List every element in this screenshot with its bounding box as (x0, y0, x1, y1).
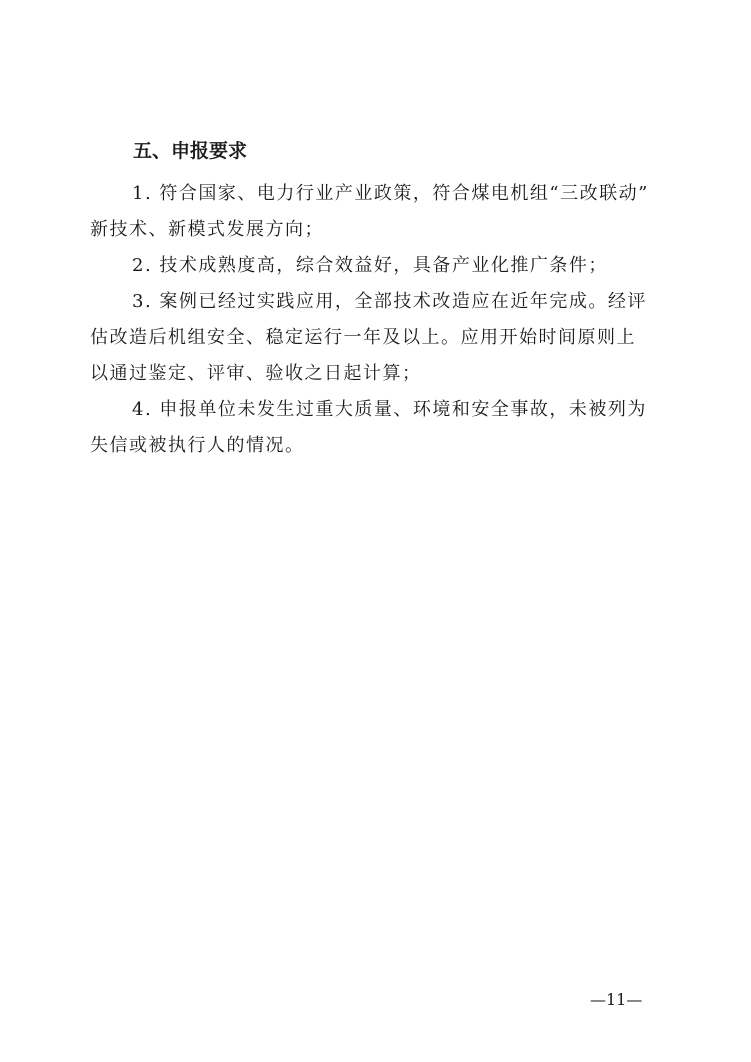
requirement-4-line-1: 4. 申报单位未发生过重大质量、环境和安全事故，未被列为 (132, 399, 647, 420)
requirement-4-line-2: 失信或被执行人的情况。 (90, 435, 305, 456)
requirement-3-line-1: 3. 案例已经过实践应用，全部技术改造应在近年完成。经评 (132, 291, 647, 312)
requirement-item-4 (90, 392, 670, 464)
requirement-3-line-3: 以通过鉴定、评审、验收之日起计算； (90, 363, 422, 384)
requirement-item-1 (90, 176, 670, 248)
requirement-3-line-2: 估改造后机组安全、稳定运行一年及以上。应用开始时间原则上 (90, 327, 636, 348)
requirement-2-line-1: 2. 技术成熟度高，综合效益好，具备产业化推广条件； (132, 255, 608, 276)
section-heading: 五、申报要求 (133, 140, 248, 162)
requirement-item-2 (90, 248, 670, 284)
requirement-item-3 (90, 284, 670, 392)
page-number: —11— (590, 990, 643, 1009)
requirement-1-line-2: 新技术、新模式发展方向； (90, 219, 324, 240)
requirement-1-line-1: 1. 符合国家、电力行业产业政策，符合煤电机组“三改联动” (132, 183, 649, 204)
